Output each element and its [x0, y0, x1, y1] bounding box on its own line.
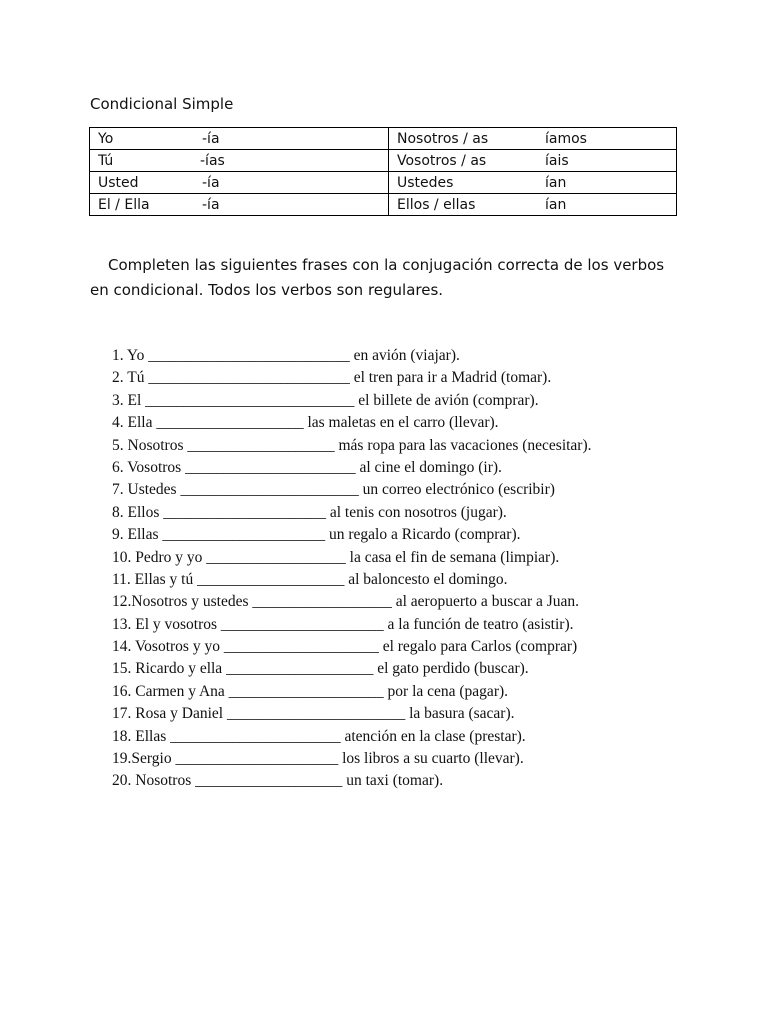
plural-pronoun: Nosotros / as [397, 130, 489, 147]
exercise-item: 11. Ellas y tú ___________________ al baloncesto el domingo. [112, 570, 508, 588]
exercise-item: 14. Vosotros y yo ____________________ el regalo para Carlos (comprar) [112, 638, 578, 656]
exercise-list [112, 345, 592, 793]
page-title: Condicional Simple [90, 95, 234, 113]
plural-ending: ían [545, 196, 567, 213]
singular-cell [90, 128, 389, 150]
exercise-item: 8. Ellos _____________________ al tenis con nosotros (jugar). [112, 503, 507, 521]
instructions-text: Completen las siguientes frases con la conjugación correcta de los verbos en condicional. Todos los verbos son regulares. [90, 256, 665, 299]
plural-pronoun: Vosotros / as [397, 152, 487, 169]
conjugation-row [90, 194, 677, 216]
exercise-item: 15. Ricardo y ella ___________________ el gato perdido (buscar). [112, 660, 529, 678]
exercise-item: 16. Carmen y Ana ____________________ por la cena (pagar). [112, 682, 509, 700]
exercise-item: 17. Rosa y Daniel _______________________ la basura (sacar). [112, 705, 515, 723]
conjugation-table [89, 127, 677, 216]
singular-ending: -ías [200, 152, 225, 169]
exercise-item: 6. Vosotros ______________________ al cine el domingo (ir). [112, 458, 502, 476]
conjugation-row [90, 128, 677, 150]
exercise-item: 1. Yo __________________________ en avión (viajar). [112, 347, 460, 364]
plural-cell [389, 172, 677, 194]
conjugation-row [90, 172, 677, 194]
singular-pronoun: Tú [98, 152, 114, 169]
exercise-item: 10. Pedro y yo __________________ la casa el fin de semana (limpiar). [112, 548, 560, 566]
plural-cell [389, 150, 677, 172]
singular-cell [90, 172, 389, 194]
singular-pronoun: El / Ella [98, 196, 150, 213]
exercise-item: 12.Nosotros y ustedes __________________ al aeropuerto a buscar a Juan. [112, 593, 580, 611]
exercise-item: 13. El y vosotros _____________________ a la función de teatro (asistir). [112, 615, 574, 633]
exercise-item: 19.Sergio _____________________ los libros a su cuarto (llevar). [112, 750, 524, 768]
exercise-item: 5. Nosotros ___________________ más ropa para las vacaciones (necesitar). [112, 436, 592, 454]
singular-pronoun: Usted [98, 174, 139, 191]
exercise-item: 20. Nosotros ___________________ un taxi (tomar). [112, 772, 444, 790]
plural-pronoun: Ellos / ellas [397, 196, 476, 213]
plural-ending: íais [545, 152, 569, 169]
exercise-item: 2. Tú __________________________ el tren para ir a Madrid (tomar). [112, 369, 552, 387]
exercise-item: 18. Ellas ______________________ atención en la clase (prestar). [112, 727, 526, 745]
exercise-item: 3. El ___________________________ el billete de avión (comprar). [112, 391, 539, 409]
exercise-item: 9. Ellas _____________________ un regalo a Ricardo (comprar). [112, 526, 521, 544]
singular-ending: -ía [202, 196, 220, 213]
plural-ending: ían [545, 174, 567, 191]
singular-cell [90, 194, 389, 216]
exercise-item: 7. Ustedes _______________________ un correo electrónico (escribir) [112, 481, 555, 499]
singular-cell [90, 150, 389, 172]
plural-cell [389, 194, 677, 216]
conjugation-row [90, 150, 677, 172]
plural-pronoun: Ustedes [397, 174, 454, 191]
singular-ending: -ía [202, 130, 220, 147]
singular-ending: -ía [202, 174, 220, 191]
instructions [90, 253, 680, 303]
plural-cell [389, 128, 677, 150]
singular-pronoun: Yo [98, 130, 114, 147]
plural-ending: íamos [545, 130, 587, 147]
exercise-item: 4. Ella ___________________ las maletas en el carro (llevar). [112, 414, 499, 432]
